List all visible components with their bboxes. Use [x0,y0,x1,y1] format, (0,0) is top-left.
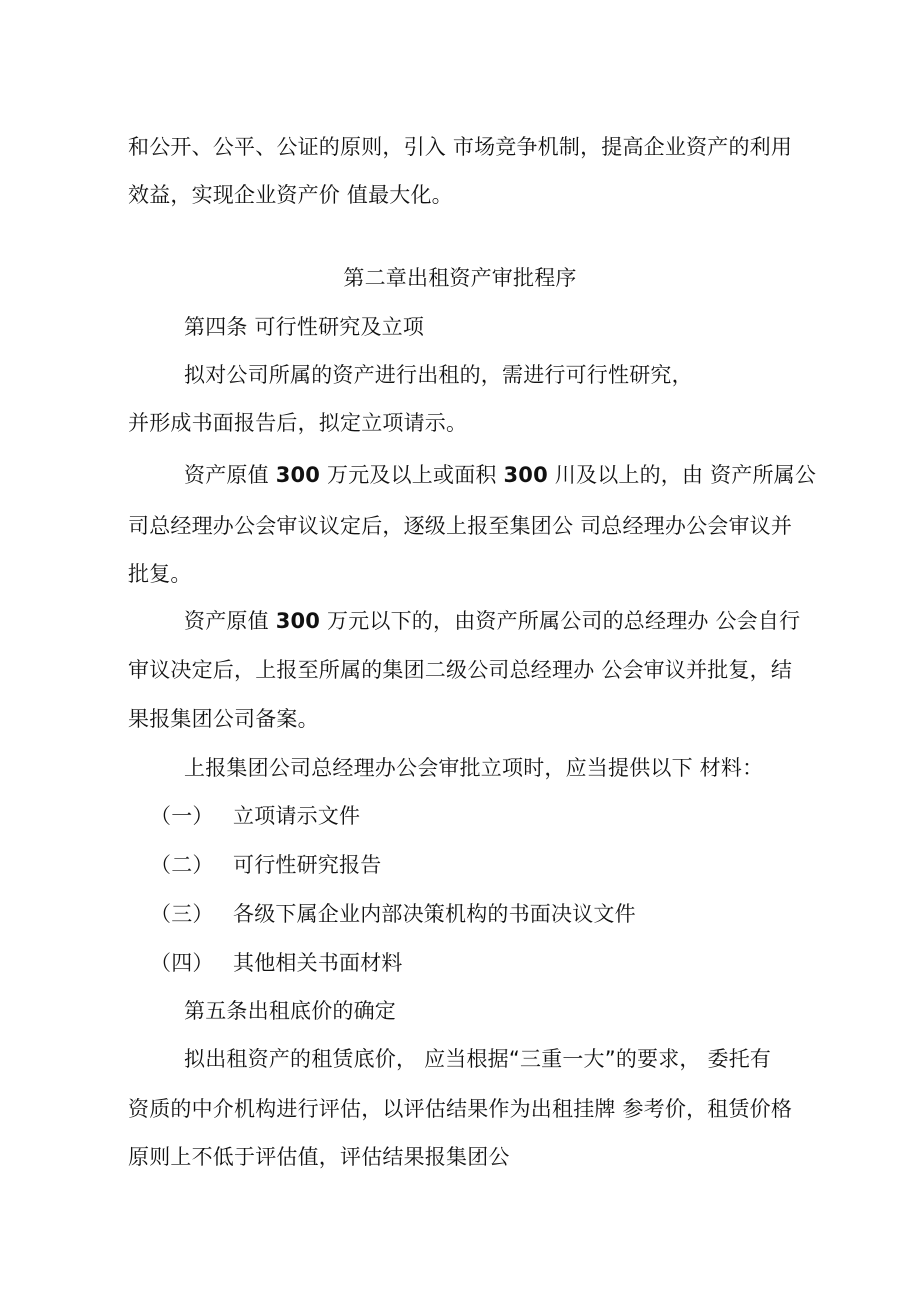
article-4-para-2-line-1 [184,461,816,489]
article-5-para-1-line-3: 原则上不低于评估值，评估结果报集团公 [128,1145,510,1169]
article-4-para-4: 上报集团公司总经理办公会审批立项时，应当提供以下 材料： [184,756,764,780]
text-segment: 资产原值 [184,609,276,633]
text-segment: 万元及以上或面积 [320,463,504,487]
list-item-number: （三） [150,902,214,926]
value-300: 300 [275,463,321,487]
text-segment: 万元以下的，由资产所属公司的总经理办 公会自行 [320,609,801,633]
list-item-number: （四） [150,951,214,975]
article-4-para-3-line-2: 审议决定后，上报至所属的集团二级公司总经理办 公会审议并批复，结 [128,658,793,682]
article-4-heading: 第四条 可行性研究及立项 [184,315,425,339]
article-4-para-1-line-1: 拟对公司所属的资产进行出租的，需进行可行性研究， [184,363,693,387]
article-5-heading: 第五条出租底价的确定 [184,999,396,1023]
intro-line-1: 和公开、公平、公证的原则，引入 市场竞争机制，提高企业资产的利用 [128,135,793,159]
text-segment: 资产原值 [184,463,276,487]
list-item-text: 可行性研究报告 [233,853,382,877]
article-4-para-3-line-1 [184,607,800,635]
list-item-number: （一） [150,804,214,828]
text-segment: 川及以上的，由 资产所属公 [547,463,817,487]
list-item-number: （二） [150,853,214,877]
chapter-title: 第二章出租资产审批程序 [343,266,577,290]
article-4-para-2-line-2: 司总经理办公会审议议定后，逐级上报至集团公 司总经理办公会审议并 [128,514,793,538]
article-4-para-1-line-2: 并形成书面报告后，拟定立项请示。 [128,411,468,435]
list-item-text: 其他相关书面材料 [233,951,403,975]
article-4-para-3-line-3: 果报集团公司备案。 [128,707,319,731]
article-5-para-1-line-2: 资质的中介机构进行评估，以评估结果作为出租挂牌 参考价，租赁价格 [128,1097,793,1121]
article-4-para-2-line-3: 批复。 [128,562,192,586]
intro-line-2: 效益，实现企业资产价 值最大化。 [128,183,453,207]
list-item-text: 立项请示文件 [233,804,361,828]
value-300: 300 [275,609,321,633]
list-item-text: 各级下属企业内部决策机构的书面决议文件 [233,902,636,926]
article-5-para-1-line-1: 拟出租资产的租赁底价， 应当根据“三重一大”的要求， 委托有 [184,1047,772,1071]
value-300-area: 300 [503,463,548,487]
